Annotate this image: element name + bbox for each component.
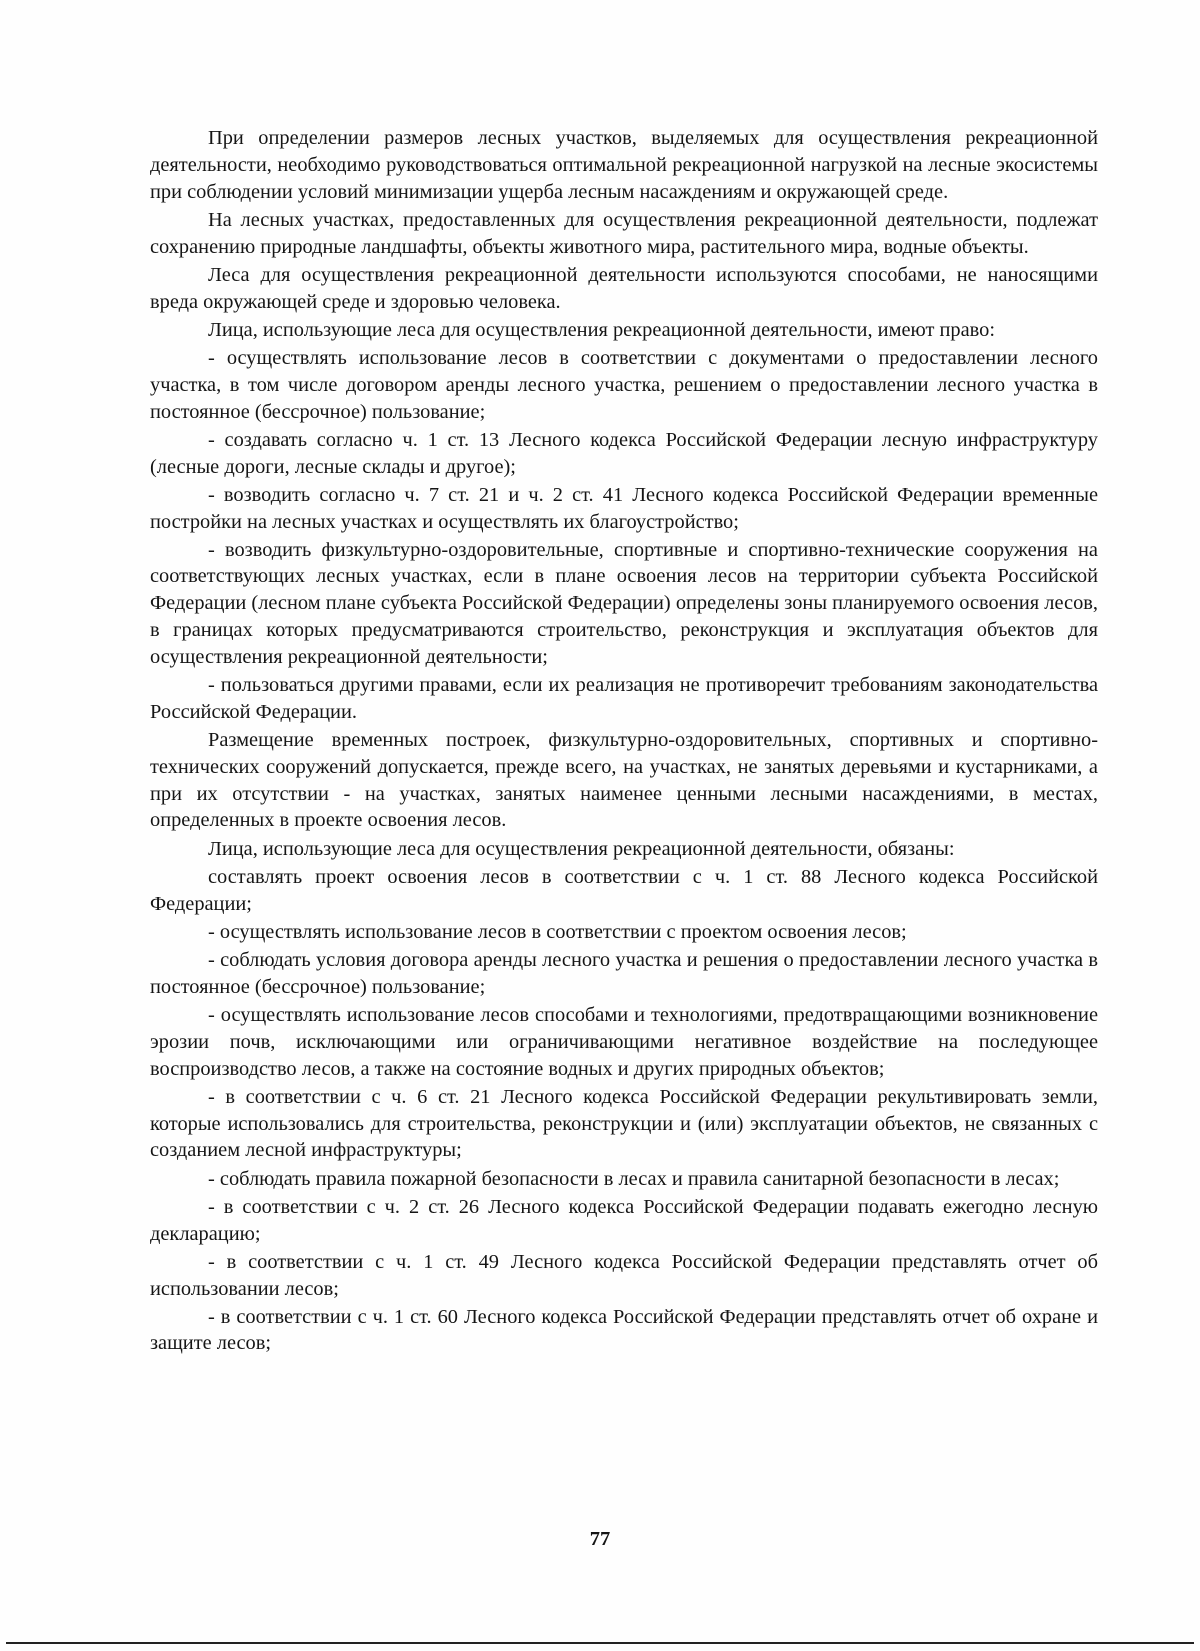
list-item-right-sports-facilities: - возводить физкультурно-оздоровительные, спортивные и спортивно-технические сооружения на соответствующих лесных участках, если в плане освоения лесов на территории субъекта Российской Федерации (лесном плане субъекта Российской Федерации) определены зоны планируемого освоения лесов, в границах которых предусматриваются строительство, реконструкция и эксплуатация объектов для осуществления рекреационной деятельности; [150,538,1098,668]
paragraph-harmless-methods: Леса для осуществления рекреационной деятельности используются способами, не наносящими вреда окружающей среде и здоровью человека. [150,263,1098,313]
list-item-right-temporary-buildings: - возводить согласно ч. 7 ст. 21 и ч. 2 ст. 41 Лесного кодекса Российской Федерации временные постройки на лесных участках и осуществлять их благоустройство; [150,483,1098,533]
list-item-right-other: - пользоваться другими правами, если их реализация не противоречит требованиям законодательства Российской Федерации. [150,674,1098,723]
bottom-rule [6,1642,1194,1644]
list-item-duty-follow-project: - осуществлять использование лесов в соответствии с проектом освоения лесов; [208,920,907,943]
list-item-duty-recultivation: - в соответствии с ч. 6 ст. 21 Лесного кодекса Российской Федерации рекультивировать земли, которые использовались для строительства, реконструкции и (или) эксплуатации объектов, не связанных с созданием лесной инфраструктуры; [150,1085,1098,1162]
list-item-right-infrastructure: - создавать согласно ч. 1 ст. 13 Лесного кодекса Российской Федерации лесную инфраструктуру (лесные дороги, лесные склады и другое); [150,428,1098,478]
paragraph-placement-of-buildings: Размещение временных построек, физкультурно-оздоровительных, спортивных и спортивно-технических сооружений допускается, прежде всего, на участках, не занятых деревьями и кустарниками, а при их отсутствии - на участках, занятых наименее ценными лесными насаждениями, в местах, определенных в проекте освоения лесов. [150,729,1098,832]
list-item-duty-fire-safety: - соблюдать правила пожарной безопасности в лесах и правила санитарной безопасности в лесах; [208,1167,1060,1190]
document-body [150,125,1098,1357]
paragraph-obligations-intro: Лица, использующие леса для осуществления рекреационной деятельности, обязаны: [208,837,955,860]
paragraph-rights-intro: Лица, использующие леса для осуществления рекреационной деятельности, имеют право: [208,318,996,341]
page-number: 77 [589,1528,611,1550]
list-item-duty-project: составлять проект освоения лесов в соответствии с ч. 1 ст. 88 Лесного кодекса Российской Федерации; [150,865,1098,915]
list-item-duty-usage-report: - в соответствии с ч. 1 ст. 49 Лесного кодекса Российской Федерации представлять отчет об использовании лесов; [150,1250,1098,1300]
list-item-duty-erosion: - осуществлять использование лесов способами и технологиями, предотвращающими возникновение эрозии почв, исключающими или ограничивающими негативное воздействие на последующее воспроизводство лесов, а также на состояние водных и других природных объектов; [150,1003,1098,1080]
list-item-duty-declaration: - в соответствии с ч. 2 ст. 26 Лесного кодекса Российской Федерации подавать ежегодно лесную декларацию; [150,1195,1098,1245]
list-item-duty-protection-report: - в соответствии с ч. 1 ст. 60 Лесного кодекса Российской Федерации представлять отчет об охране и защите лесов; [150,1305,1098,1355]
list-item-right-use-forests: - осуществлять использование лесов в соответствии с документами о предоставлении лесного участка, в том числе договором аренды лесного участка, решением о предоставлении лесного участка в постоянное (бессрочное) пользование; [150,346,1098,423]
paragraph-plot-size: При определении размеров лесных участков, выделяемых для осуществления рекреационной деятельности, необходимо руководствоваться оптимальной рекреационной нагрузкой на лесные экосистемы при соблюдении условий минимизации ущерба лесным насаждениям и окружающей среде. [150,127,1098,203]
list-item-duty-lease-terms: - соблюдать условия договора аренды лесного участка и решения о предоставлении лесного участка в постоянное (бессрочное) пользование; [150,948,1098,998]
paragraph-landscape-preservation: На лесных участках, предоставленных для осуществления рекреационной деятельности, подлежат сохранению природные ландшафты, объекты животного мира, растительного мира, водные объекты. [150,208,1098,258]
